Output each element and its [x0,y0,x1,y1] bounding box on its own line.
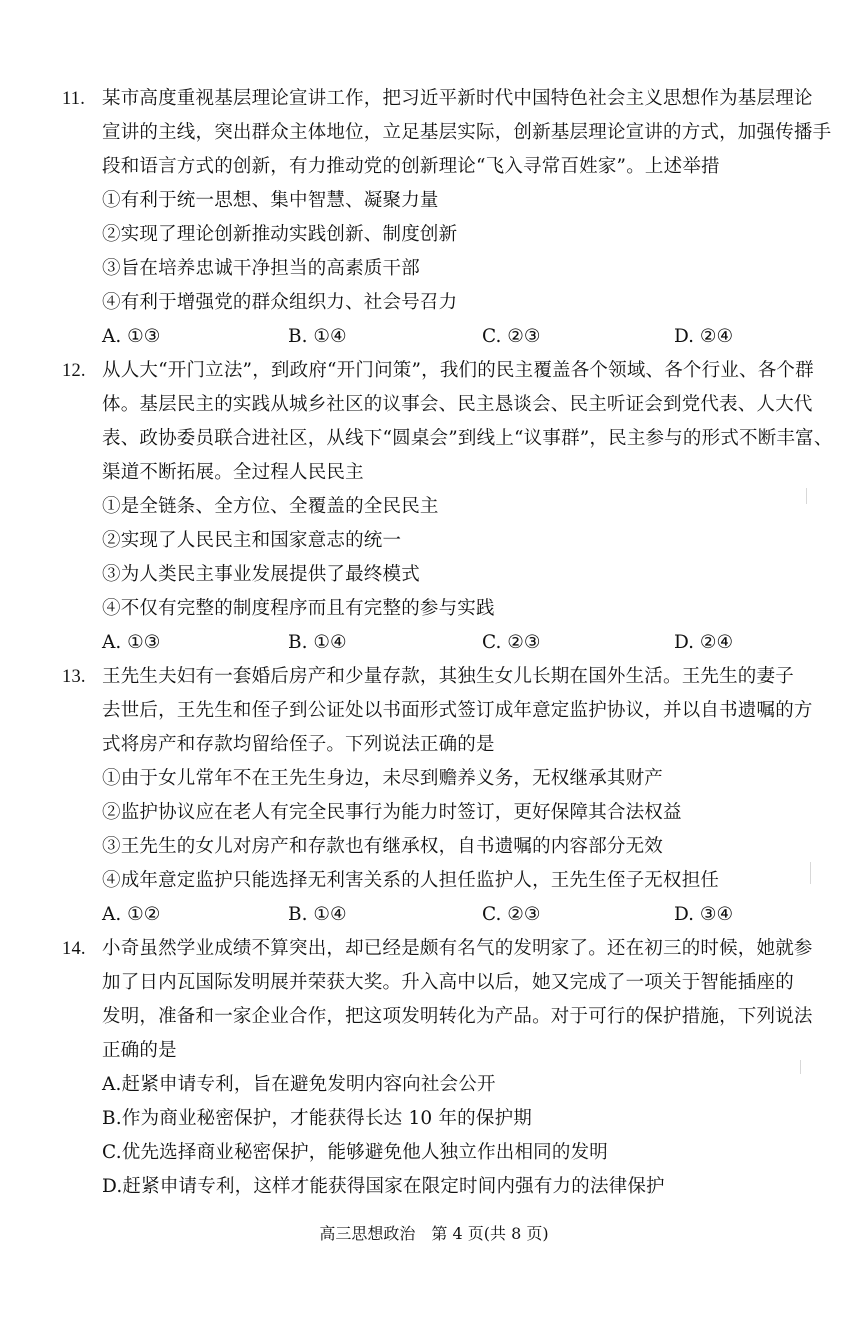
statement-3: ③王先生的女儿对房产和存款也有继承权，自书遗嘱的内容部分无效 [102,836,664,857]
question-stem-line: 宣讲的主线，突出群众主体地位，立足基层实际，创新基层理论宣讲的方式，加强传播手 [102,122,832,143]
statement-4: ④不仅有完整的制度程序而且有完整的参与实践 [102,598,495,619]
question-14 [62,932,822,1204]
option-b: B. ①④ [288,632,347,653]
question-stem-line: 正确的是 [102,1040,177,1061]
question-stem-line: 加了日内瓦国际发明展并荣获大奖。升入高中以后，她又完成了一项关于智能插座的 [102,972,794,993]
question-stem-line: 段和语言方式的创新，有力推动党的创新理论“飞入寻常百姓家”。上述举措 [102,156,720,177]
answer-options [62,626,822,660]
option-c: C. ②③ [482,632,541,653]
option-a: A.赶紧申请专利，旨在避免发明内容向社会公开 [102,1074,496,1095]
question-13 [62,660,822,932]
question-12 [62,354,833,660]
option-b: B. ①④ [288,326,347,347]
question-11 [62,82,832,354]
scan-artifact [810,862,811,884]
question-stem-line: 发明，准备和一家企业合作，把这项发明转化为产品。对于可行的保护措施，下列说法 [102,1006,813,1027]
statement-4: ④成年意定监护只能选择无利害关系的人担任监护人，王先生侄子无权担任 [102,870,720,891]
statement-2: ②实现了人民民主和国家意志的统一 [102,530,402,551]
question-stem-text: 小奇虽然学业成绩不算突出，却已经是颇有名气的发明家了。还在初三的时候，她就参 [102,938,813,959]
option-b: B.作为商业秘密保护，才能获得长达 10 年的保护期 [102,1108,532,1129]
question-stem-line: 渠道不断拓展。全过程人民民主 [102,462,364,483]
question-stem-line: 式将房产和存款均留给侄子。下列说法正确的是 [102,734,495,755]
option-c: C. ②③ [482,326,541,347]
statement-4: ④有利于增强党的群众组织力、社会号召力 [102,292,458,313]
question-stem-line [62,354,822,388]
statement-2: ②监护协议应在老人有完全民事行为能力时签订，更好保障其合法权益 [102,802,682,823]
option-a: A. ①② [102,904,161,925]
question-number: 14. [62,939,86,959]
question-stem-line [62,660,822,694]
question-stem-line [62,932,822,966]
option-d: D. ②④ [674,632,734,653]
answer-options [62,320,822,354]
statement-1: ①有利于统一思想、集中智慧、凝聚力量 [102,190,439,211]
question-stem-text: 从人大“开门立法”，到政府“开门问策”，我们的民主覆盖各个领域、各个行业、各个群 [102,360,814,381]
question-number: 11. [62,89,86,109]
option-a: A. ①③ [102,632,161,653]
scan-artifact [800,1060,801,1074]
option-b: B. ①④ [288,904,347,925]
answer-options [62,898,822,932]
page-footer: 高三思想政治 第 4 页(共 8 页) [319,1224,549,1243]
option-d: D. ②④ [674,326,734,347]
question-number: 12. [62,361,86,381]
option-d: D.赶紧申请专利，这样才能获得国家在限定时间内强有力的法律保护 [102,1176,665,1197]
option-d: D. ③④ [674,904,734,925]
statement-1: ①由于女儿常年不在王先生身边，未尽到赡养义务，无权继承其财产 [102,768,664,789]
statement-3: ③旨在培养忠诚干净担当的高素质干部 [102,258,420,279]
question-number: 13. [62,667,86,687]
question-stem-line: 表、政协委员联合进社区，从线下“圆桌会”到线上“议事群”，民主参与的形式不断丰富、 [102,428,833,449]
scan-artifact [806,488,807,504]
option-c: C. ②③ [482,904,541,925]
option-a: A. ①③ [102,326,161,347]
question-stem-text: 某市高度重视基层理论宣讲工作，把习近平新时代中国特色社会主义思想作为基层理论 [102,88,813,109]
question-stem-line: 体。基层民主的实践从城乡社区的议事会、民主恳谈会、民主听证会到党代表、人大代 [102,394,813,415]
option-c: C.优先选择商业秘密保护，能够避免他人独立作出相同的发明 [102,1142,608,1163]
statement-2: ②实现了理论创新推动实践创新、制度创新 [102,224,458,245]
statement-1: ①是全链条、全方位、全覆盖的全民民主 [102,496,439,517]
question-stem-line [62,82,822,116]
question-stem-line: 去世后，王先生和侄子到公证处以书面形式签订成年意定监护协议，并以自书遗嘱的方 [102,700,813,721]
statement-3: ③为人类民主事业发展提供了最终模式 [102,564,420,585]
question-stem-text: 王先生夫妇有一套婚后房产和少量存款，其独生女儿长期在国外生活。王先生的妻子 [102,666,794,687]
